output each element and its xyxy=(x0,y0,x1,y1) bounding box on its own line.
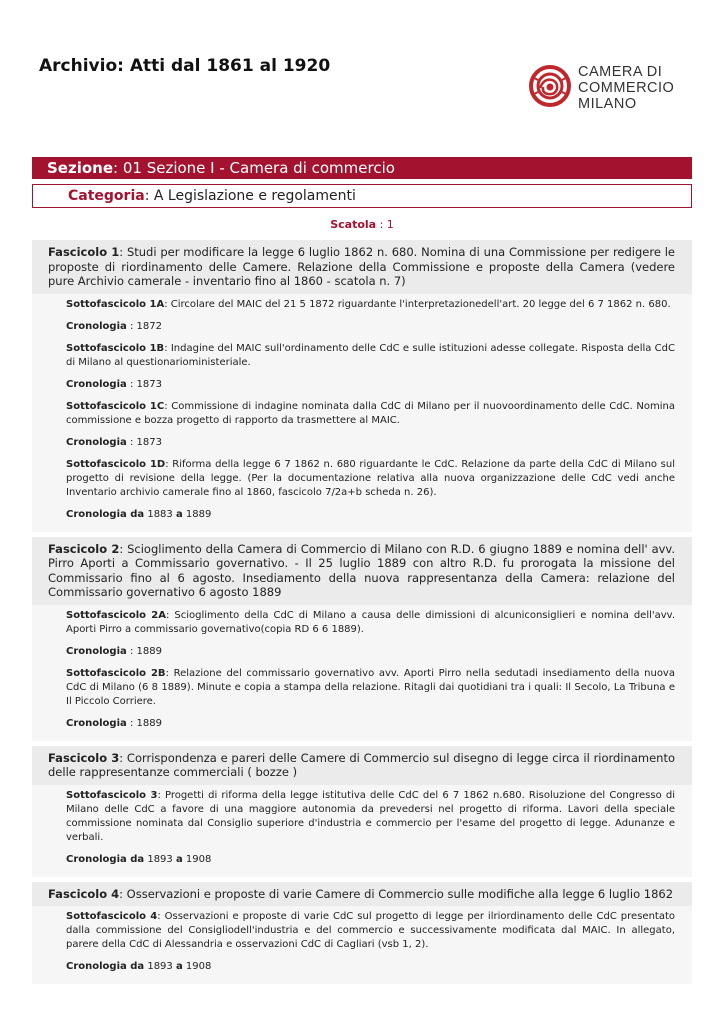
sottofascicolo-text: : Indagine del MAIC sull'ordinamento delle CdC e sulle istituzioni adesse collegate. Risposta della CdC di Milano al questionarioministeriale. xyxy=(66,342,675,368)
cronologia-to: 1908 xyxy=(182,853,212,865)
cronologia-a: a xyxy=(175,961,183,972)
cronologia-value: : 1889 xyxy=(126,645,162,657)
sezione-value: : 01 Sezione I - Camera di commercio xyxy=(113,159,395,177)
cronologia-value: : 1889 xyxy=(126,717,162,729)
cronologia-label: Cronologia da xyxy=(66,508,145,520)
logo-line-2: COMMERCIO xyxy=(578,80,675,96)
fascicolo-label: Fascicolo 3 xyxy=(48,750,120,765)
sottofascicolo-label: Sottofascicolo 1D xyxy=(66,458,166,470)
sottofascicolo xyxy=(66,910,675,952)
sottofascicolo-label: Sottofascicolo 4 xyxy=(66,911,158,922)
cronologia-from: 1893 xyxy=(144,853,176,865)
fascicolo-text: : Studi per modificare la legge 6 luglio 1862 n. 680. Nomina di una Commissione per redigere le proposte di riordinamento delle Camere. Relazione della Commissione e proposte della Camera (vedere pure Archivio camerale - inventario fino al 1860 - scatola n. 7) xyxy=(48,245,675,288)
sottofascicolo xyxy=(66,609,675,637)
sottofascicolo-text: : Riforma della legge 6 7 1862 n. 680 riguardante le CdC. Relazione da parte della CdC di Milano sul progetto di revisione della legge. (Per la documentazione relativa alla nuova organizzazione delle CdC vedi anche Inventario archivio camerale fino al 1860, fascicolo 7/2a+b scheda n. 26). xyxy=(66,458,676,498)
cronologia-value: : 1873 xyxy=(126,378,162,390)
cronologia-from: 1883 xyxy=(144,508,176,520)
cronologia xyxy=(66,853,675,867)
fascicolo-body xyxy=(32,294,692,532)
sottofascicolo-text: : Circolare del MAIC del 21 5 1872 riguardante l'interpretazionedell'art. 20 legge del 6 7 1862 n. 680. xyxy=(164,298,671,310)
sottofascicolo xyxy=(66,789,675,845)
fascicolo-header xyxy=(32,746,692,785)
sottofascicolo-text: : Progetti di riforma della legge istitutiva delle CdC del 6 7 1862 n.680. Risoluzione del Congresso di Milano delle CdC a favore di una maggiore autonomia da prevedersi nel progetto di riforma. Lavori della speciale commissione nominata dal Consiglio superiore d'industria e commercio per l'esame del progetto di legge. Adunanze e verbali. xyxy=(66,789,675,843)
logo-line-1: CAMERA DI xyxy=(578,64,663,80)
cronologia-a: a xyxy=(175,508,183,520)
sottofascicolo xyxy=(66,458,675,500)
cronologia xyxy=(66,717,675,731)
cronologia-label: Cronologia xyxy=(66,436,127,448)
sottofascicolo xyxy=(66,298,675,312)
sottofascicolo-text: : Relazione del commissario governativo avv. Aporti Pirro nella sedutadi insediamento della nuova CdC di Milano (6 8 1889). Minute e copia a stampa della relazione. Ritagli dai quotidiani tra i quali: Il Secolo, La Tribuna e Il Piccolo Corriere. xyxy=(66,667,675,707)
chamber-logo xyxy=(528,62,678,112)
chamber-emblem-icon xyxy=(528,64,572,108)
sottofascicolo-text: : Osservazioni e proposte di varie CdC sul progetto di legge per ilriordinamento delle CdC presentato dalla commissione del Consigliodell'industria e del commercio e successivamente modificata dal MAIC. In allegato, parere della CdC di Alessandria e osservazioni CdC di Cagliari (vsb 1, 2). xyxy=(66,911,675,950)
fascicoli-list xyxy=(32,240,692,989)
sottofascicolo-label: Sottofascicolo 1A xyxy=(66,298,165,310)
cronologia xyxy=(66,508,675,522)
sottofascicolo-text: : Scioglimento della CdC di Milano a causa delle dimissioni di alcuniconsiglieri e nomina dell'avv. Aporti Pirro a commissario governativo(copia RD 6 6 1889). xyxy=(66,609,675,635)
cronologia xyxy=(66,378,675,392)
sottofascicolo xyxy=(66,400,675,428)
sottofascicolo-label: Sottofascicolo 1B xyxy=(66,342,165,354)
categoria-bar xyxy=(32,184,692,208)
sottofascicolo xyxy=(66,667,675,709)
cronologia xyxy=(66,645,675,659)
cronologia xyxy=(66,320,675,334)
sottofascicolo-label: Sottofascicolo 2B xyxy=(66,667,166,679)
sottofascicolo xyxy=(66,342,675,370)
fascicolo-body xyxy=(32,906,692,984)
fascicolo-label: Fascicolo 4 xyxy=(48,886,120,901)
fascicolo-text: : Scioglimento della Camera di Commercio di Milano con R.D. 6 giugno 1889 e nomina dell' avv. Pirro Aporti a Commissario governativo. - Il 25 luglio 1889 con altro R.D. fu prorogata la missione del Commissario fino al 6 agosto. Insediamento della nuova rappresentanza della Camera: relazione del Commissario governativo 6 agosto 1889 xyxy=(48,541,675,599)
categoria-value: : A Legislazione e regolamenti xyxy=(144,188,356,204)
cronologia xyxy=(66,436,675,450)
sezione-label: Sezione xyxy=(47,159,114,177)
fascicolo-text: : Osservazioni e proposte di varie Camere di Commercio sulle modifiche alla legge 6 luglio 1862 xyxy=(119,886,674,901)
cronologia-label: Cronologia xyxy=(66,320,127,332)
cronologia xyxy=(66,960,675,974)
logo-line-3: MILANO xyxy=(578,96,637,112)
cronologia-from: 1893 xyxy=(144,961,176,972)
fascicolo-label: Fascicolo 1 xyxy=(48,245,120,259)
page-title: Archivio: Atti dal 1861 al 1920 xyxy=(39,56,331,76)
cronologia-value: : 1873 xyxy=(126,436,162,448)
cronologia-to: 1908 xyxy=(182,961,212,972)
cronologia-label: Cronologia xyxy=(66,378,127,390)
fascicolo-header xyxy=(32,537,692,605)
cronologia-value: : 1872 xyxy=(126,320,162,332)
cronologia-a: a xyxy=(175,853,183,865)
sottofascicolo-label: Sottofascicolo 3 xyxy=(66,789,158,801)
fascicolo-body xyxy=(32,785,692,877)
fascicolo-label: Fascicolo 2 xyxy=(48,541,120,556)
fascicolo-header xyxy=(32,240,692,294)
fascicolo-body xyxy=(32,605,692,741)
scatola-line xyxy=(0,218,724,231)
scatola-value: : 1 xyxy=(376,218,394,231)
cronologia-label: Cronologia xyxy=(66,645,127,657)
fascicolo-header xyxy=(32,882,692,907)
cronologia-label: Cronologia da xyxy=(66,853,145,865)
cronologia-label: Cronologia da xyxy=(66,961,145,972)
cronologia-label: Cronologia xyxy=(66,717,127,729)
cronologia-to: 1889 xyxy=(182,508,212,520)
sottofascicolo-label: Sottofascicolo 2A xyxy=(66,609,167,621)
categoria-label: Categoria xyxy=(68,188,145,204)
sottofascicolo-label: Sottofascicolo 1C xyxy=(66,400,165,412)
sottofascicolo-text: : Commissione di indagine nominata dalla CdC di Milano per il nuovoordinamento delle CdC. Nomina commissione e bozza progetto di rapporto da trasmettere al MAIC. xyxy=(66,400,675,426)
logo-text xyxy=(578,64,674,112)
fascicolo-text: : Corrispondenza e pareri delle Camere di Commercio sul disegno di legge circa il riordinamento delle rappresentanze commerciali ( bozze ) xyxy=(48,750,675,779)
sezione-bar xyxy=(32,157,692,179)
scatola-label: Scatola xyxy=(330,218,377,231)
